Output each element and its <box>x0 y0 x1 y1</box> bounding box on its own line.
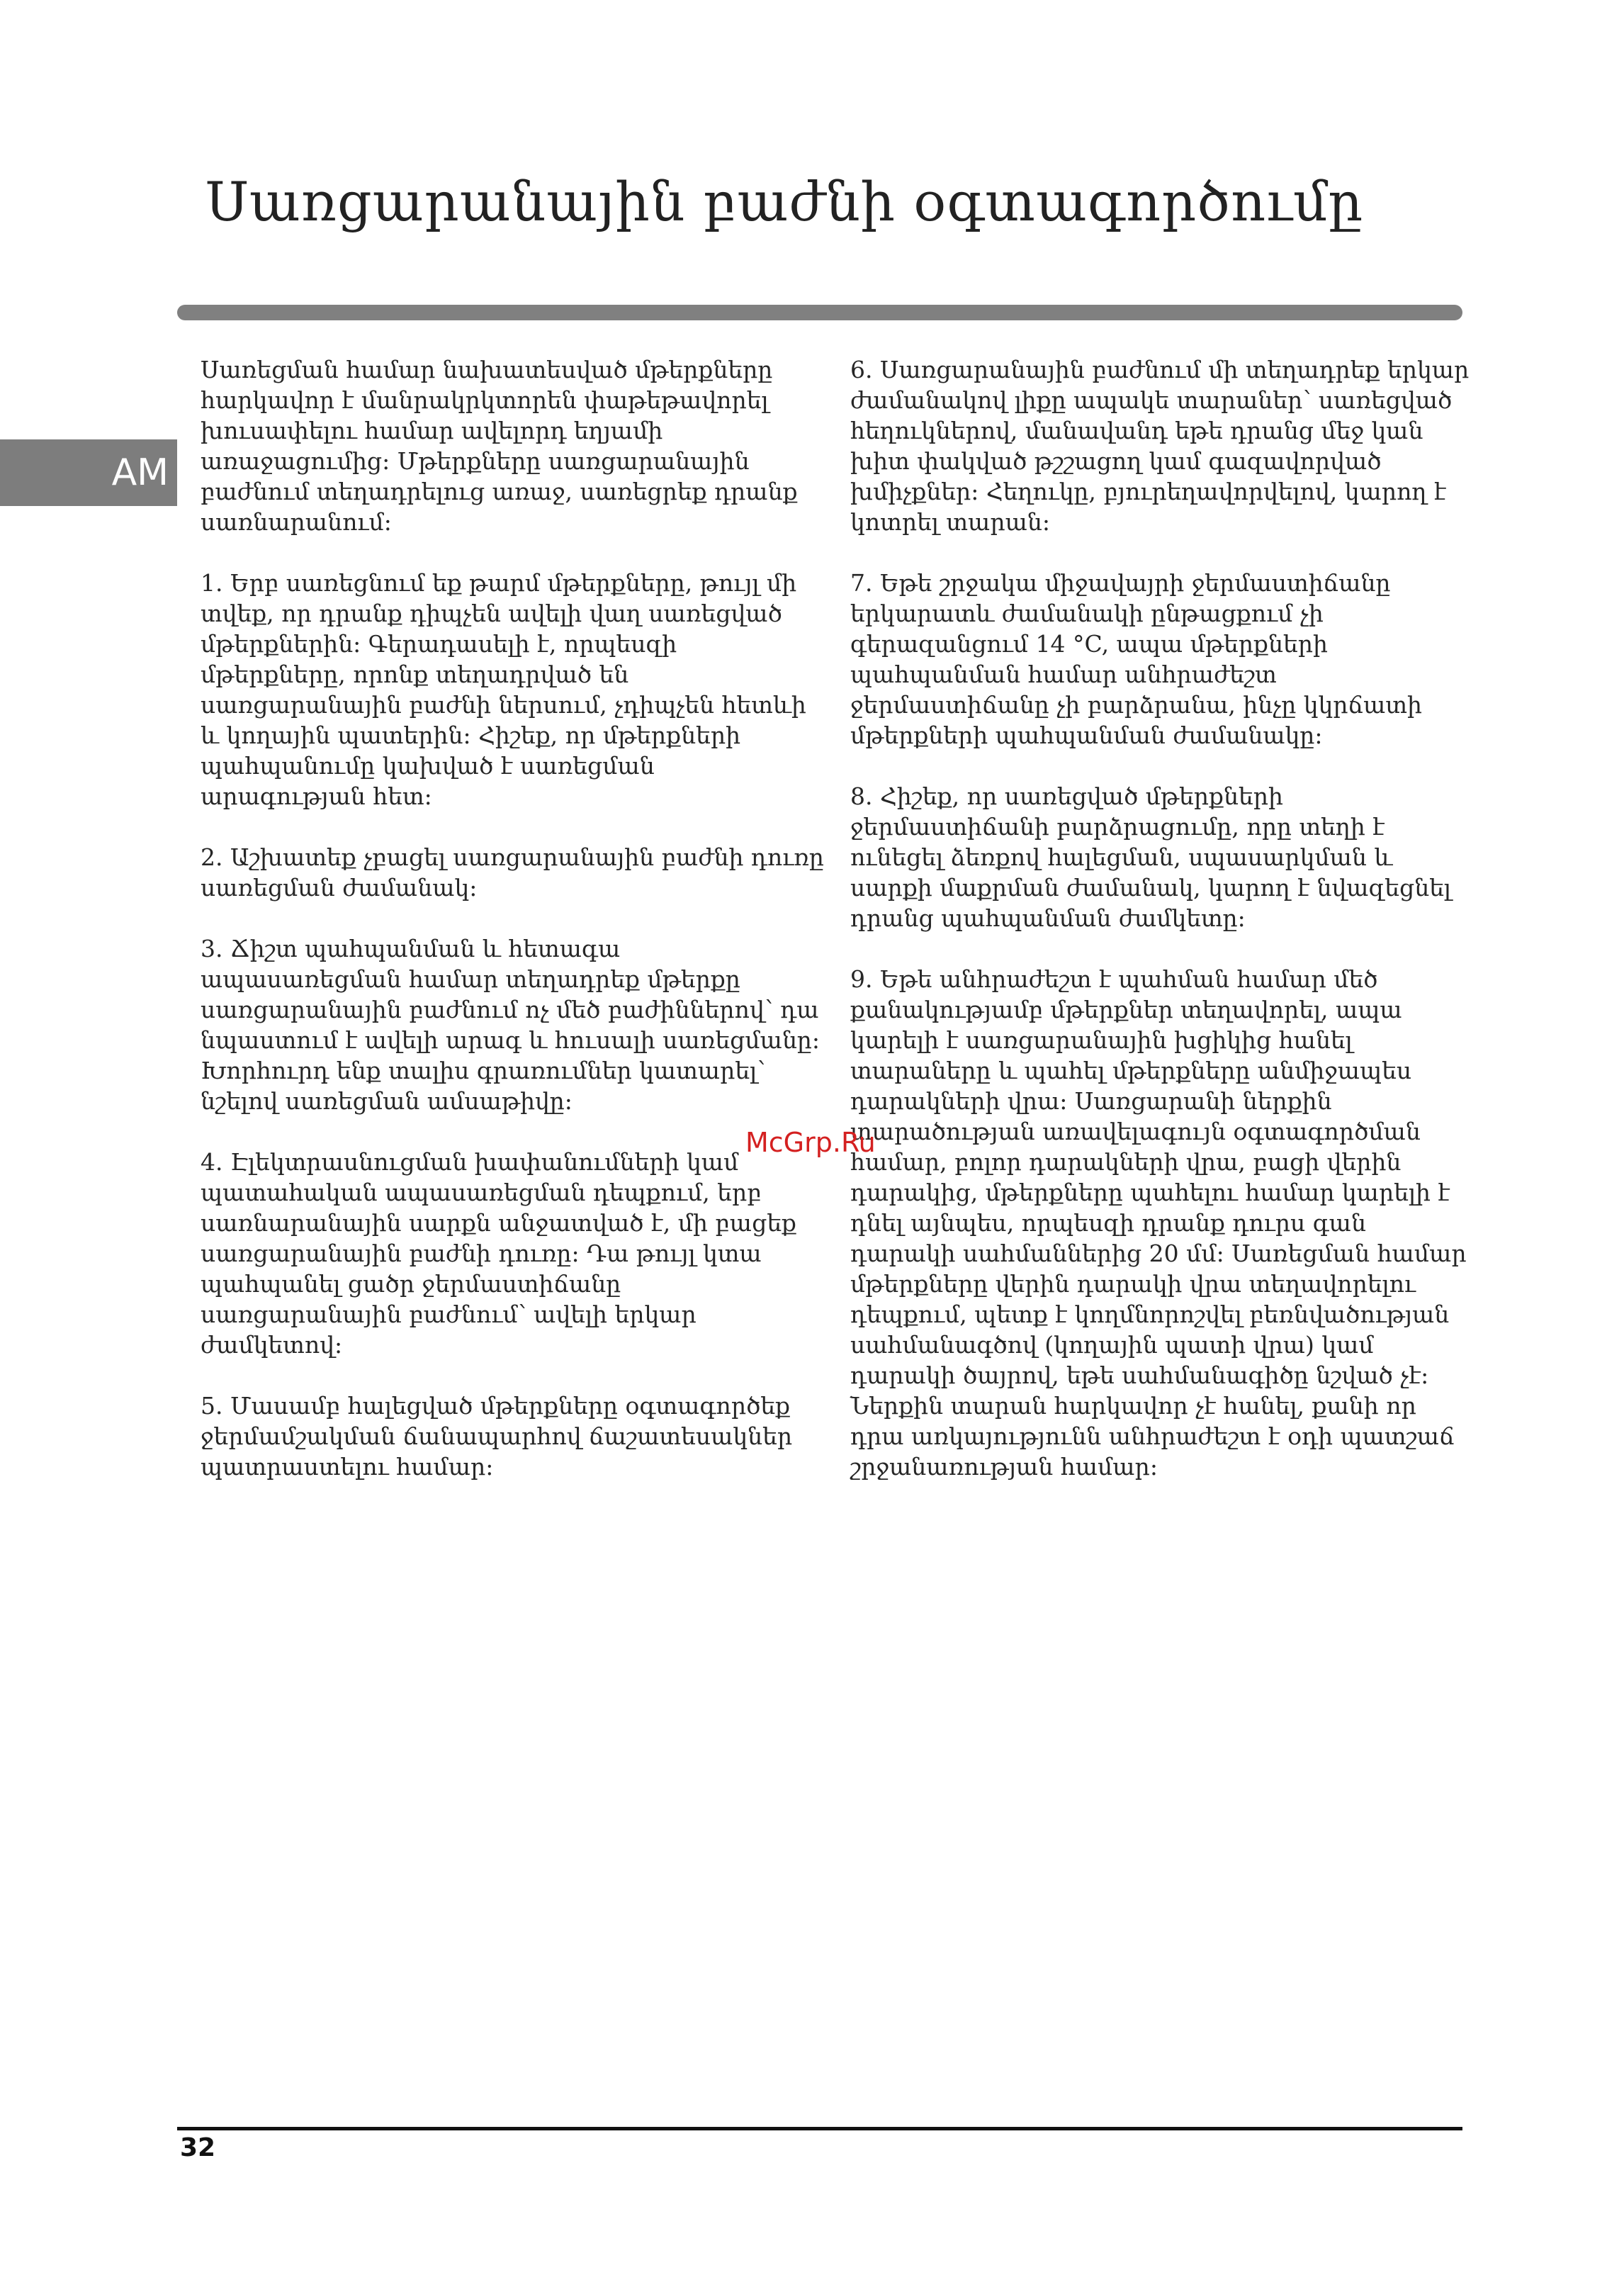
page-title: Սառցարանային բաժնի օգտագործումը <box>205 170 1364 233</box>
watermark-link[interactable]: McGrp.Ru <box>745 1127 876 1158</box>
intro-paragraph: Սառեցման համար նախատեսված մթերքները հարկավոր է մանրակրկտորեն փաթեթավորել խուսափելու համար ավելորդ եղյամի առաջացումից: Մթերքները սառցարանային բաժնում տեղադրելուց առաջ, սառեցրեք դրանք սառնարանում: <box>201 356 798 536</box>
instruction-1: 1. Երբ սառեցնում եք թարմ մթերքները, թույլ մի տվեք, որ դրանք դիպչեն ավելի վաղ սառեցված մթերքներին: Գերադասելի է, որպեսզի մթերքները, որոնք տեղադրված են սառցարանային բաժնի ներսում, չդիպչեն հետևի և կողային պատերին: Հիշեք, որ մթերքների պահպանումը կախված է սառեցման արագության հետ: <box>201 569 806 810</box>
language-tab: AM <box>0 439 177 506</box>
instruction-9: 9. Եթե անհրաժեշտ է պահման համար մեծ քանակությամբ մթերքներ տեղավորել, ապա կարելի է սառցարանային խցիկից հանել տարաները և պահել մթերքները անմիջապես դարակների վրա: Սառցարանի ներքին տարածության առավելագույն օգտագործման համար, բոլոր դարակների վրա, բացի վերին դարակից, մթերքները պահելու համար կարելի է դնել այնպես, որպեսզի դրանք դուրս գան դարակի սահմաններից 20 մմ: Սառեցման համար մթերքները վերին դարակի վրա տեղավորելու դեպքում, պետք է կողմնորոշվել բեռնվածության սահմանագծով (կողային պատի վրա) կամ դարակի ծայրով, եթե սահմանագիծը նշված չէ: Ներքին տարան հարկավոր չէ հանել, քանի որ դրա առկայությունն անհրաժեշտ է օդի պատշաճ շրջանառության համար: <box>850 965 1467 1481</box>
right-column <box>850 354 1474 1512</box>
instruction-3: 3. Ճիշտ պահպանման և հետագա ապասառեցման համար տեղադրեք մթերքը սառցարանային բաժնում ոչ մեծ բաժիններով՝ դա նպաստում է ավելի արագ և հուսալի սառեցմանը: Խորհուրդ ենք տալիս գրառումներ կատարել՝ նշելով սառեցման ամսաթիվը: <box>201 935 821 1115</box>
instruction-4: 4. Էլեկտրասնուցման խափանումների կամ պատահական ապասառեցման դեպքում, երբ սառնարանային սարքն անջատված է, մի բացեք սառցարանային բաժնի դուռը: Դա թույլ կտա պահպանել ցածր ջերմաստիճանը սառցարանային բաժնում՝ ավելի երկար ժամկետով: <box>201 1148 797 1359</box>
instruction-2: 2. Աշխատեք չբացել սառցարանային բաժնի դուռը սառեցման ժամանակ: <box>201 843 824 901</box>
left-column <box>201 354 824 1512</box>
footer-rule <box>177 2127 1462 2130</box>
instruction-5: 5. Մասամբ հալեցված մթերքները օգտագործեք ջերմամշակման ճանապարհով ճաշատեսակներ պատրաստելու համար: <box>201 1392 793 1481</box>
instruction-7: 7. Եթե շրջակա միջավայրի ջերմաստիճանը երկարատև ժամանակի ընթացքում չի գերազանցում 14 °C, ապա մթերքների պահպանման համար անհրաժեշտ ջերմաստիճանը չի բարձրանա, ինչը կկրճատի մթերքների պահպանման ժամանակը: <box>850 569 1423 749</box>
title-divider-bar <box>177 305 1462 320</box>
instruction-8: 8. Հիշեք, որ սառեցված մթերքների ջերմաստիճանի բարձրացումը, որը տեղի է ունեցել ձեռքով հալեցման, սպասարկման և սարքի մաքրման ժամանակ, կարող է նվազեցնել դրանց պահպանման ժամկետը: <box>850 782 1451 932</box>
page-number: 32 <box>180 2133 216 2162</box>
instruction-6: 6. Սառցարանային բաժնում մի տեղադրեք երկար ժամանակով լիքը ապակե տարաներ՝ սառեցված հեղուկներով, մանավանդ եթե դրանց մեջ կան խիտ փակված թշշացող կամ գազավորված խմիչքներ: Հեղուկը, բյուրեղավորվելով, կարող է կոտրել տարան: <box>850 356 1470 536</box>
